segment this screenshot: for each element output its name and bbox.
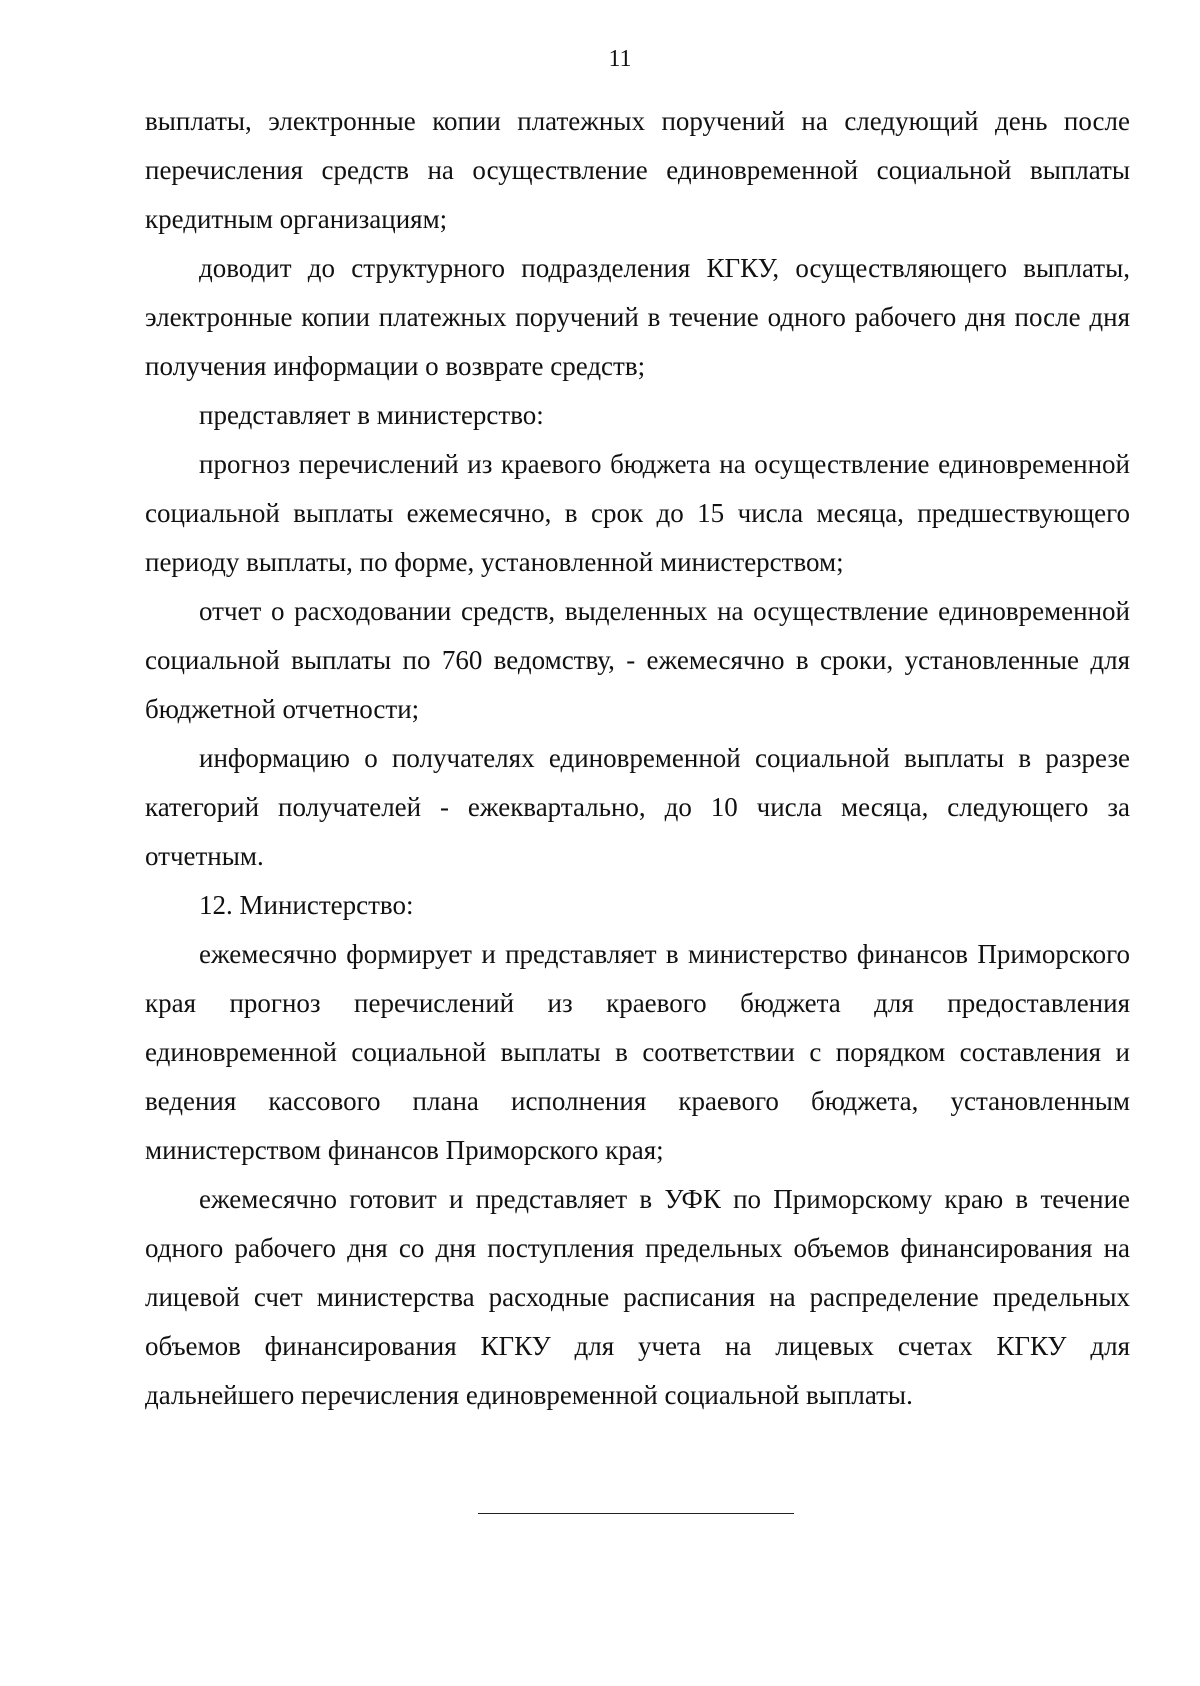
section-heading-ministry: 12. Министерство:	[199, 890, 414, 920]
paragraph-ministry-forecast: ежемесячно формирует и представляет в министерство финансов Приморского края прогноз перечислений из краевого бюджета для предоставления единовременной социальной выплаты в соответствии с порядком составления и ведения кассового плана исполнения краевого бюджета, установленным министерством финансов Приморского края;	[145, 939, 1130, 1165]
paragraph-transfer-forecast: прогноз перечислений из краевого бюджета на осуществление единовременной социальной выплаты ежемесячно, в срок до 15 числа месяца, предшествующего периоду выплаты, по форме, установленной министерством;	[145, 449, 1130, 577]
paragraph-spending-report: отчет о расходовании средств, выделенных на осуществление единовременной социальной выплаты по 760 ведомству, - ежемесячно в сроки, установленные для бюджетной отчетности;	[145, 596, 1130, 724]
paragraph-payments-copies-next-day: выплаты, электронные копии платежных поручений на следующий день после перечисления средств на осуществление единовременной социальной выплаты кредитным организациям;	[145, 106, 1130, 234]
paragraph-recipients-info: информацию о получателях единовременной социальной выплаты в разрезе категорий получателей - ежеквартально, до 10 числа месяца, следующего за отчетным.	[145, 743, 1130, 871]
paragraph-submits-to-ministry: представляет в министерство:	[199, 400, 544, 430]
page-number: 11	[608, 46, 632, 72]
document-body	[145, 97, 1130, 1420]
end-of-document-rule	[478, 1513, 794, 1514]
paragraph-delivers-copies-on-refund: доводит до структурного подразделения КГКУ, осуществляющего выплаты, электронные копии платежных поручений в течение одного рабочего дня после дня получения информации о возврате средств;	[145, 253, 1130, 381]
paragraph-ministry-expense-schedules: ежемесячно готовит и представляет в УФК по Приморскому краю в течение одного рабочего дня со дня поступления предельных объемов финансирования на лицевой счет министерства расходные расписания на распределение предельных объемов финансирования КГКУ для учета на лицевых счетах КГКУ для дальнейшего перечисления единовременной социальной выплаты.	[145, 1184, 1130, 1410]
